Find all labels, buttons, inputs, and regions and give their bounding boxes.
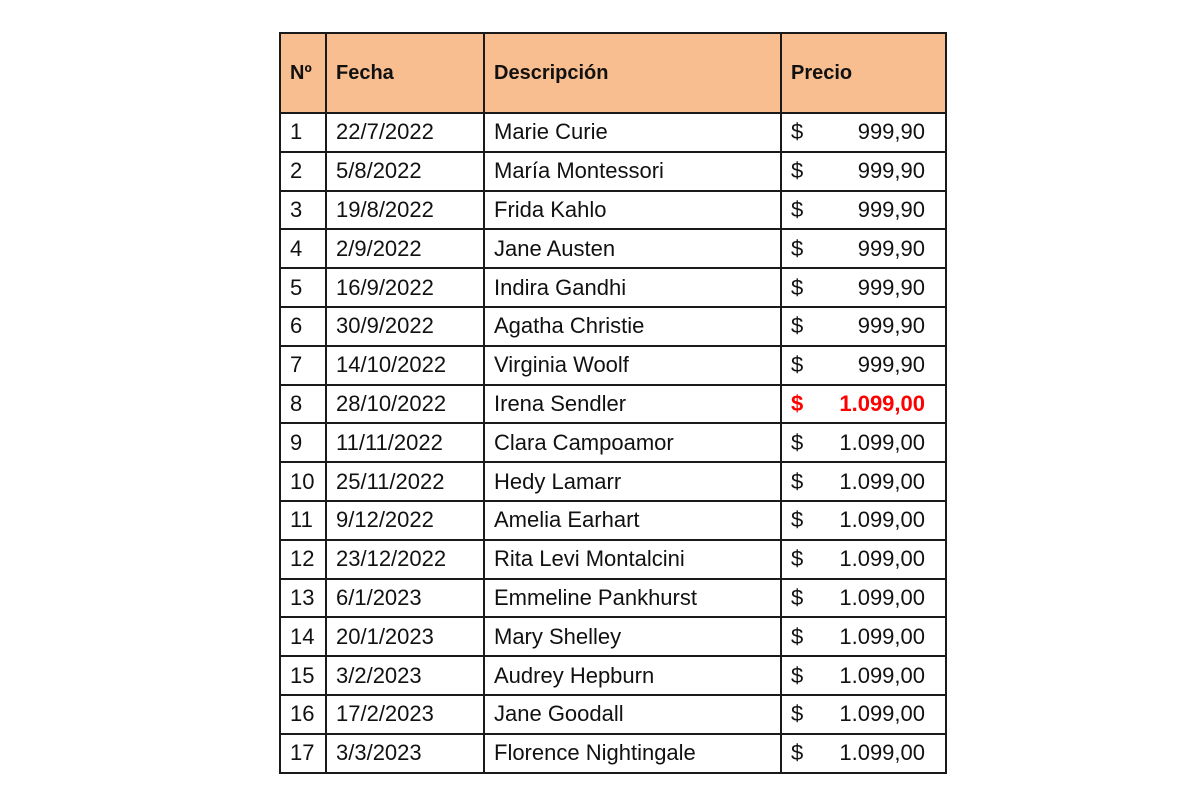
price-amount: 999,90 xyxy=(857,352,925,378)
row-date-cell: 19/8/2022 xyxy=(326,191,484,230)
row-price-cell xyxy=(781,229,946,268)
row-num-cell: 6 xyxy=(280,307,326,346)
row-description-cell: Virginia Woolf xyxy=(484,346,781,385)
row-price-cell xyxy=(781,191,946,230)
row-price-cell xyxy=(781,695,946,734)
row-description-cell: Jane Goodall xyxy=(484,695,781,734)
header-num: Nº xyxy=(280,33,326,113)
price-amount: 1.099,00 xyxy=(839,429,925,455)
row-description-cell: Frida Kahlo xyxy=(484,191,781,230)
currency-symbol: $ xyxy=(791,623,804,649)
row-num-cell: 15 xyxy=(280,656,326,695)
row-description-cell: Florence Nightingale xyxy=(484,734,781,773)
price-amount: 1.099,00 xyxy=(839,584,925,610)
price-amount: 1.099,00 xyxy=(839,740,925,766)
row-num-cell: 2 xyxy=(280,152,326,191)
row-date-cell: 30/9/2022 xyxy=(326,307,484,346)
currency-symbol: $ xyxy=(791,429,804,455)
row-price-cell xyxy=(781,423,946,462)
currency-symbol: $ xyxy=(791,352,804,378)
row-date-cell: 2/9/2022 xyxy=(326,229,484,268)
row-num-cell: 4 xyxy=(280,229,326,268)
row-date-cell: 5/8/2022 xyxy=(326,152,484,191)
price-value xyxy=(791,275,925,301)
header-date: Fecha xyxy=(326,33,484,113)
table-row xyxy=(280,540,946,579)
row-num-cell: 1 xyxy=(280,113,326,152)
currency-symbol: $ xyxy=(791,274,804,300)
price-value xyxy=(791,430,925,456)
row-date-cell: 20/1/2023 xyxy=(326,617,484,656)
row-description-cell: María Montessori xyxy=(484,152,781,191)
row-price-cell xyxy=(781,268,946,307)
header-description: Descripción xyxy=(484,33,781,113)
price-amount: 1.099,00 xyxy=(839,390,925,416)
price-value xyxy=(791,546,925,572)
price-value xyxy=(791,352,925,378)
price-value xyxy=(791,469,925,495)
currency-symbol: $ xyxy=(791,235,804,261)
row-price-cell xyxy=(781,501,946,540)
table-row xyxy=(280,385,946,424)
price-value xyxy=(791,663,925,689)
row-date-cell: 28/10/2022 xyxy=(326,385,484,424)
price-value xyxy=(791,740,925,766)
currency-symbol: $ xyxy=(791,196,804,222)
row-price-cell xyxy=(781,346,946,385)
row-num-cell: 14 xyxy=(280,617,326,656)
table-row xyxy=(280,462,946,501)
header-price: Precio xyxy=(781,33,946,113)
row-date-cell: 25/11/2022 xyxy=(326,462,484,501)
currency-symbol: $ xyxy=(791,662,804,688)
currency-symbol: $ xyxy=(791,158,804,184)
table-row xyxy=(280,152,946,191)
price-value xyxy=(791,624,925,650)
row-date-cell: 22/7/2022 xyxy=(326,113,484,152)
row-description-cell: Rita Levi Montalcini xyxy=(484,540,781,579)
row-date-cell: 11/11/2022 xyxy=(326,423,484,462)
row-date-cell: 3/3/2023 xyxy=(326,734,484,773)
row-num-cell: 3 xyxy=(280,191,326,230)
row-date-cell: 14/10/2022 xyxy=(326,346,484,385)
table-row xyxy=(280,191,946,230)
row-date-cell: 16/9/2022 xyxy=(326,268,484,307)
row-description-cell: Agatha Christie xyxy=(484,307,781,346)
price-value xyxy=(791,585,925,611)
price-amount: 999,90 xyxy=(857,158,925,184)
row-num-cell: 16 xyxy=(280,695,326,734)
row-num-cell: 17 xyxy=(280,734,326,773)
row-price-cell xyxy=(781,113,946,152)
table-row xyxy=(280,734,946,773)
header-row xyxy=(280,33,946,113)
price-value xyxy=(791,391,925,417)
row-price-cell xyxy=(781,385,946,424)
row-price-cell xyxy=(781,540,946,579)
row-num-cell: 8 xyxy=(280,385,326,424)
row-price-cell xyxy=(781,656,946,695)
row-date-cell: 23/12/2022 xyxy=(326,540,484,579)
currency-symbol: $ xyxy=(791,740,804,766)
price-amount: 999,90 xyxy=(857,313,925,339)
row-num-cell: 10 xyxy=(280,462,326,501)
row-date-cell: 17/2/2023 xyxy=(326,695,484,734)
table-row xyxy=(280,501,946,540)
price-amount: 1.099,00 xyxy=(839,623,925,649)
row-num-cell: 5 xyxy=(280,268,326,307)
row-price-cell xyxy=(781,579,946,618)
currency-symbol: $ xyxy=(791,507,804,533)
price-value xyxy=(791,507,925,533)
table-row xyxy=(280,268,946,307)
row-price-cell xyxy=(781,734,946,773)
row-description-cell: Indira Gandhi xyxy=(484,268,781,307)
row-description-cell: Hedy Lamarr xyxy=(484,462,781,501)
row-num-cell: 12 xyxy=(280,540,326,579)
row-description-cell: Audrey Hepburn xyxy=(484,656,781,695)
table-row xyxy=(280,346,946,385)
currency-symbol: $ xyxy=(791,701,804,727)
currency-symbol: $ xyxy=(791,313,804,339)
row-description-cell: Amelia Earhart xyxy=(484,501,781,540)
row-description-cell: Mary Shelley xyxy=(484,617,781,656)
currency-symbol: $ xyxy=(791,468,804,494)
price-table xyxy=(279,32,947,774)
price-value xyxy=(791,158,925,184)
row-description-cell: Clara Campoamor xyxy=(484,423,781,462)
price-value xyxy=(791,119,925,145)
row-price-cell xyxy=(781,617,946,656)
row-price-cell xyxy=(781,462,946,501)
table-row xyxy=(280,229,946,268)
currency-symbol: $ xyxy=(791,584,804,610)
price-amount: 1.099,00 xyxy=(839,507,925,533)
price-amount: 999,90 xyxy=(857,196,925,222)
row-date-cell: 9/12/2022 xyxy=(326,501,484,540)
price-amount: 999,90 xyxy=(857,274,925,300)
table-row xyxy=(280,656,946,695)
row-num-cell: 13 xyxy=(280,579,326,618)
price-value xyxy=(791,236,925,262)
row-price-cell xyxy=(781,152,946,191)
row-price-cell xyxy=(781,307,946,346)
row-date-cell: 3/2/2023 xyxy=(326,656,484,695)
price-amount: 1.099,00 xyxy=(839,546,925,572)
row-description-cell: Emmeline Pankhurst xyxy=(484,579,781,618)
table-row xyxy=(280,113,946,152)
price-amount: 999,90 xyxy=(857,119,925,145)
currency-symbol: $ xyxy=(791,390,804,416)
row-date-cell: 6/1/2023 xyxy=(326,579,484,618)
table-row xyxy=(280,423,946,462)
row-description-cell: Marie Curie xyxy=(484,113,781,152)
price-amount: 1.099,00 xyxy=(839,701,925,727)
currency-symbol: $ xyxy=(791,546,804,572)
row-num-cell: 9 xyxy=(280,423,326,462)
table-row xyxy=(280,617,946,656)
price-value xyxy=(791,313,925,339)
table-row xyxy=(280,695,946,734)
row-description-cell: Jane Austen xyxy=(484,229,781,268)
currency-symbol: $ xyxy=(791,119,804,145)
price-value xyxy=(791,197,925,223)
table-row xyxy=(280,579,946,618)
table-body xyxy=(280,113,946,773)
table-header xyxy=(280,33,946,113)
price-value xyxy=(791,701,925,727)
price-amount: 1.099,00 xyxy=(839,468,925,494)
row-description-cell: Irena Sendler xyxy=(484,385,781,424)
price-amount: 1.099,00 xyxy=(839,662,925,688)
price-amount: 999,90 xyxy=(857,235,925,261)
row-num-cell: 11 xyxy=(280,501,326,540)
table-row xyxy=(280,307,946,346)
row-num-cell: 7 xyxy=(280,346,326,385)
